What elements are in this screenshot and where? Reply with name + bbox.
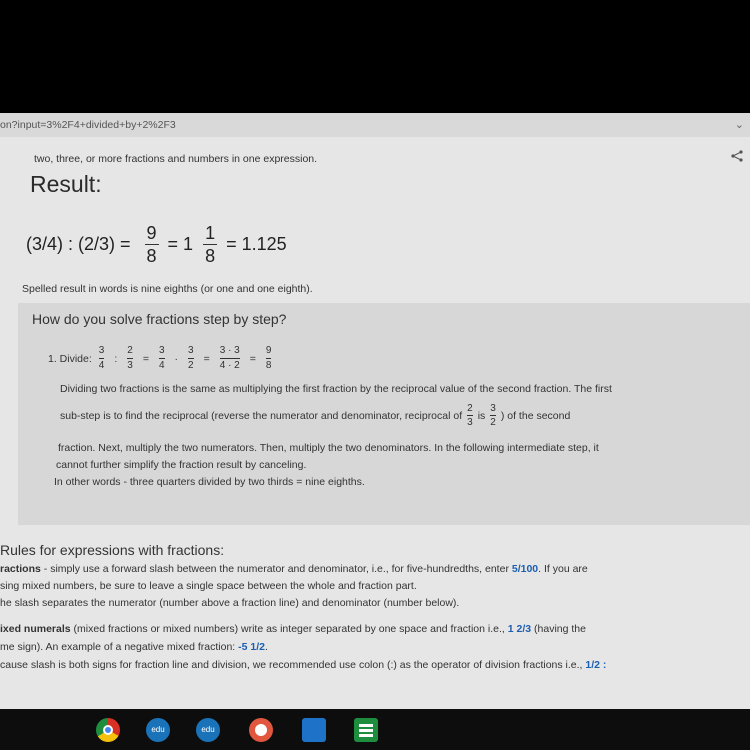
edu-icon[interactable]: edu	[146, 718, 170, 742]
rule-line: cause slash is both signs for fraction line and division, we recommended use colon (:) as the operator of division fractions i.e., 1/2 :	[0, 659, 607, 671]
steps-title: How do you solve fractions step by step?	[32, 311, 287, 327]
denominator: 8	[146, 245, 157, 266]
rules-title: Rules for expressions with fractions:	[0, 542, 225, 558]
step-fraction: $\frac{3}{2}$	[188, 345, 194, 371]
operator: =	[249, 352, 256, 365]
explanation-line: cannot further simplify the fraction result by canceling.	[56, 459, 307, 471]
step-fraction: $\frac{3}{4}$	[98, 345, 105, 371]
share-icon[interactable]	[730, 149, 744, 163]
spelled-result: Spelled result in words is nine eighths (or one and one eighth).	[22, 283, 313, 295]
edu-icon-2[interactable]: edu	[196, 718, 220, 742]
chevron-down-icon[interactable]: ⌄	[734, 119, 744, 131]
steps-panel	[18, 303, 750, 525]
rule-line: ractions - simply use a forward slash between the numerator and denominator, i.e., for five-hundredths, enter 5/100. If you are	[0, 563, 588, 575]
rule-line: me sign). An example of a negative mixed fraction: -5 1/2.	[0, 641, 268, 653]
explanation-line: fraction. Next, multiply the two numerators. Then, multiply the two denominators. In the following intermediate step, it	[58, 442, 599, 454]
rule-line: sing mixed numbers, be sure to leave a single space between the whole and fraction part.	[0, 580, 417, 592]
explanation-line: sub-step is to find the reciprocal (reverse the numerator and denominator, reciprocal of $\frac{2}{3}$ is $\frac{3}{2}$ ) of the second	[60, 403, 571, 428]
reciprocal-fraction: $\frac{2}{3}$	[467, 403, 473, 428]
example-link[interactable]: 1/2 :	[585, 659, 607, 671]
rule-line: ixed numerals (mixed fractions or mixed numbers) write as integer separated by one space and fraction i.e., 1 2/3 (having the	[0, 623, 586, 635]
step-equation	[48, 346, 278, 371]
operator: ·	[174, 352, 179, 365]
numerator: 1	[205, 222, 216, 243]
result-decimal: = 1.125	[221, 233, 287, 254]
url-text[interactable]: on?input=3%2F4+divided+by+2%2F3	[0, 119, 176, 131]
step-label: 1. Divide:	[48, 352, 92, 365]
browser-window	[0, 113, 750, 709]
example-link[interactable]: 5/100	[511, 563, 539, 575]
sheets-icon[interactable]	[354, 718, 378, 742]
files-icon[interactable]	[302, 718, 326, 742]
intro-text: two, three, or more fractions and numbers in one expression.	[34, 153, 318, 165]
denominator: 8	[205, 245, 216, 266]
numerator: 9	[146, 222, 157, 243]
step-fraction: $\frac{2}{3}$	[127, 345, 133, 371]
result-title: Result:	[30, 171, 102, 197]
result-fraction-improper	[145, 224, 159, 265]
example-link[interactable]: -5 1/2	[238, 641, 265, 653]
paint-icon[interactable]	[249, 718, 273, 742]
operator: :	[114, 352, 118, 365]
step-fraction: $\frac{9}{8}$	[265, 345, 272, 371]
reciprocal-fraction: $\frac{3}{2}$	[490, 403, 496, 428]
address-bar[interactable]	[0, 113, 750, 137]
chrome-icon[interactable]	[96, 718, 120, 742]
step-fraction: $\frac{3 \cdot 3}{4 \cdot 2}$	[219, 345, 240, 371]
result-lhs: (3/4) : (2/3) =	[26, 233, 131, 254]
step-fraction: $\frac{3}{4}$	[158, 345, 165, 371]
result-whole-part: = 1	[162, 233, 194, 254]
explanation-line: In other words - three quarters divided by two thirds = nine eighths.	[54, 476, 365, 488]
operator: =	[203, 352, 210, 365]
result-equation	[26, 220, 287, 268]
rule-line: he slash separates the numerator (number above a fraction line) and denominator (number below).	[0, 597, 460, 609]
example-link[interactable]: 1 2/3	[507, 623, 532, 635]
explanation-line: Dividing two fractions is the same as multiplying the first fraction by the reciprocal value of the second fraction. The first	[60, 383, 612, 395]
taskbar	[0, 709, 750, 750]
operator: =	[142, 352, 149, 365]
result-fraction-mixed	[203, 224, 217, 265]
